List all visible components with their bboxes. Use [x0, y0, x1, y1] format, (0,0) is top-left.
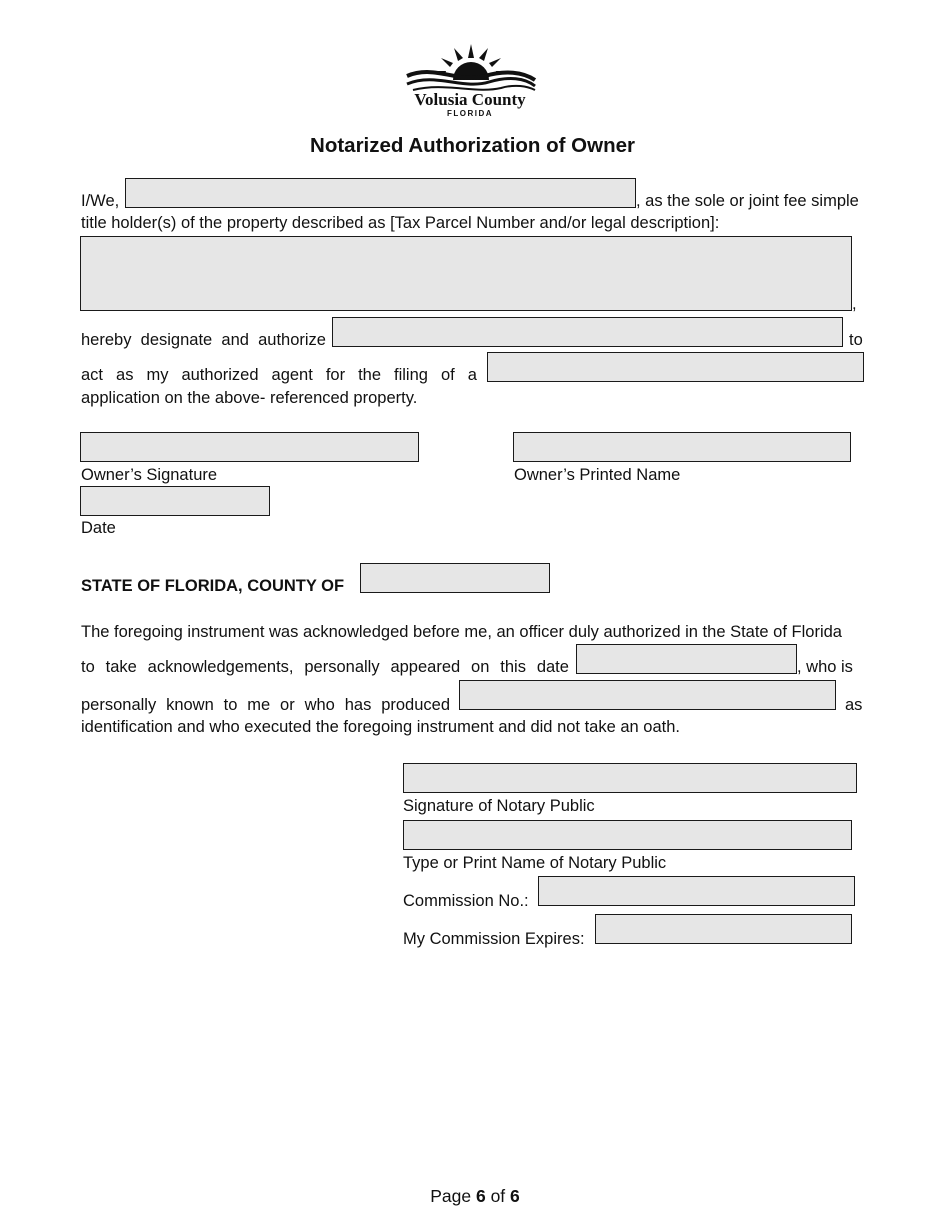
commission-no-label: Commission No.: — [403, 892, 529, 910]
agent-word: of — [440, 366, 455, 384]
owner-signature-field[interactable] — [80, 432, 419, 462]
agent-word: filing — [394, 366, 428, 384]
notary-word: known — [166, 696, 214, 714]
agent-word: act — [81, 366, 104, 384]
notary-line-3 — [81, 695, 450, 715]
page-total: 6 — [510, 1186, 520, 1206]
notary-signature-label: Signature of Notary Public — [403, 797, 595, 815]
notary-line-4: identification and who executed the foregoing instrument and did not take an oath. — [81, 718, 680, 736]
designate-suffix: to — [849, 331, 863, 349]
notary-word: date — [536, 658, 569, 676]
designate-word: hereby — [81, 331, 132, 349]
application-line: application on the above- referenced property. — [81, 389, 418, 407]
county-field[interactable] — [360, 563, 550, 593]
page-title: Notarized Authorization of Owner — [310, 134, 635, 157]
notary-word: to — [81, 658, 95, 676]
notary-line-2 — [81, 657, 569, 677]
date-field[interactable] — [80, 486, 270, 516]
identification-produced-field[interactable] — [459, 680, 836, 710]
owner-printed-name-field[interactable] — [513, 432, 851, 462]
application-type-field[interactable] — [487, 352, 864, 382]
agent-word: my — [146, 366, 169, 384]
designate-word: and — [221, 331, 249, 349]
page-number — [0, 1186, 950, 1207]
notary-name-field[interactable] — [403, 820, 852, 850]
page-current: 6 — [475, 1186, 486, 1206]
title-holder-line: title holder(s) of the property described as [Tax Parcel Number and/or legal description]: — [81, 214, 720, 232]
notary-word: on — [471, 658, 490, 676]
property-description-field[interactable] — [80, 236, 852, 311]
notary-word: or — [280, 696, 295, 714]
agent-word: authorized — [181, 366, 259, 384]
owner-signature-label: Owner’s Signature — [81, 466, 218, 484]
commission-no-field[interactable] — [538, 876, 855, 906]
page-of: of — [490, 1186, 506, 1206]
notary-word: acknowledgements, — [147, 658, 294, 676]
designate-word: authorize — [258, 331, 326, 349]
logo-subtitle: FLORIDA — [446, 109, 494, 118]
notary-word: take — [105, 658, 137, 676]
iwe-suffix: , as the sole or joint fee simple — [636, 192, 859, 210]
notary-line-1: The foregoing instrument was acknowledged before me, an officer duly authorized in the State of Florida — [81, 623, 842, 641]
notary-name-label: Type or Print Name of Notary Public — [403, 854, 667, 872]
iwe-label: I/We, — [81, 192, 120, 210]
designate-text — [81, 330, 326, 350]
notary-word: appeared — [390, 658, 461, 676]
notary-word: this — [500, 658, 526, 676]
authorized-agent-field[interactable] — [332, 317, 843, 347]
date-label: Date — [81, 519, 116, 537]
commission-expires-field[interactable] — [595, 914, 852, 944]
notary-word: produced — [381, 696, 450, 714]
notary-word: who — [304, 696, 335, 714]
owner-printed-name-label: Owner’s Printed Name — [514, 466, 681, 484]
agent-word: as — [116, 366, 134, 384]
agent-word: for — [325, 366, 346, 384]
property-comma: , — [852, 295, 857, 313]
notary-signature-field[interactable] — [403, 763, 857, 793]
commission-expires-label: My Commission Expires: — [403, 930, 585, 948]
agent-word: agent — [271, 366, 313, 384]
who-is-text: , who is — [797, 658, 853, 676]
designate-word: designate — [140, 331, 213, 349]
acknowledgement-date-field[interactable] — [576, 644, 797, 674]
agent-word: a — [467, 366, 477, 384]
state-county-label: STATE OF FLORIDA, COUNTY OF — [81, 577, 345, 595]
notary-word: to — [223, 696, 238, 714]
logo-name: Volusia County — [414, 90, 526, 109]
agent-word: the — [358, 366, 382, 384]
notary-line-2-suffix — [797, 657, 863, 677]
notary-word: has — [344, 696, 372, 714]
agent-text — [81, 365, 477, 385]
notary-word: personally — [304, 658, 380, 676]
page-prefix: Page — [430, 1186, 472, 1206]
notary-word: me — [247, 696, 271, 714]
notary-word: personally — [81, 696, 157, 714]
owner-names-field[interactable] — [125, 178, 636, 208]
notary-line-3-suffix: as — [845, 696, 863, 714]
